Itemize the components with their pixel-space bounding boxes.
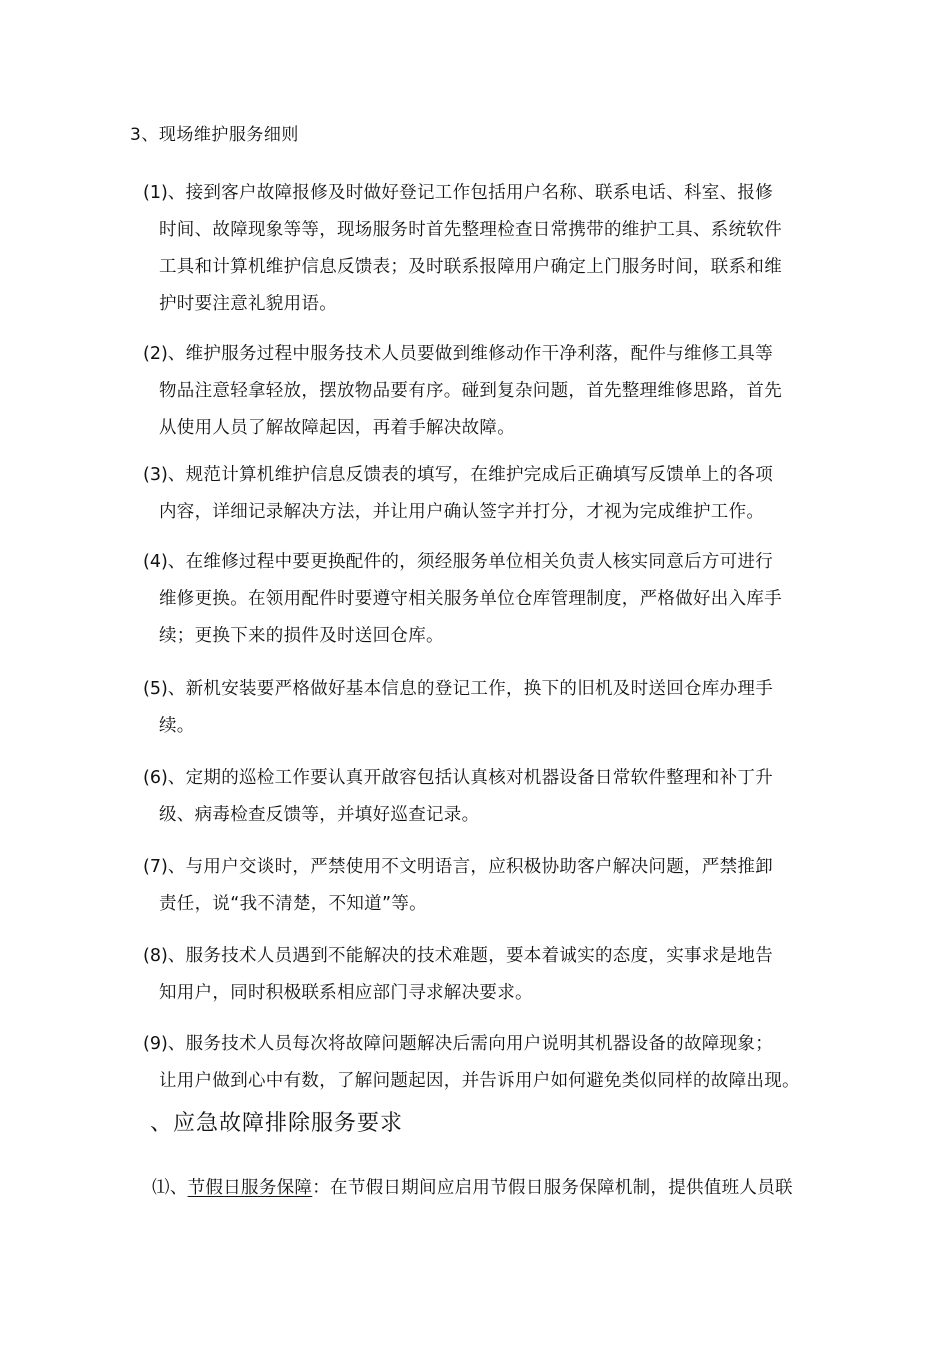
list-item-8-text-1: 、服务技术人员遇到不能解决的技术难题，要本着诚实的态度，实事求是地告	[167, 946, 773, 966]
list-item-6-line-1	[143, 760, 833, 797]
list-item-7-line-1	[143, 849, 833, 886]
list-item-4-line-1	[143, 544, 833, 581]
list-item-9	[143, 1026, 833, 1100]
list-item-4	[143, 544, 833, 655]
section-heading-emergency: 、应急故障排除服务要求	[150, 1111, 404, 1136]
list-item-4-number: (4)	[143, 552, 168, 572]
list-item-2-line-3: 从使用人员了解故障起因，再着手解决故障。	[159, 418, 515, 438]
list-item-3-line-2: 内容，详细记录解决方法，并让用户确认签字并打分，才视为完成维护工作。	[159, 502, 765, 522]
list-item-1-line-1	[143, 175, 833, 212]
list-item-3-text-1: 、规范计算机维护信息反馈表的填写，在维护完成后正确填写反馈单上的各项	[167, 465, 773, 485]
list-item-2-number: (2)	[143, 344, 168, 364]
list-item-9-line-2: 让用户做到心中有数，了解问题起因，并告诉用户如何避免类似同样的故障出现。	[159, 1071, 800, 1091]
list-item-9-text-1: 、服务技术人员每次将故障问题解决后需向用户说明其机器设备的故障现象；	[167, 1034, 773, 1054]
sub-item-text: ：在节假日期间应启用节假日服务保障机制，提供值班人员联	[312, 1178, 793, 1198]
list-item-6	[143, 760, 833, 834]
list-item-1-number: (1)	[143, 183, 168, 203]
list-item-1-line-2: 时间、故障现象等等，现场服务时首先整理检查日常携带的维护工具、系统软件	[159, 220, 782, 240]
list-item-5-line-2: 续。	[159, 716, 195, 736]
list-item-7	[143, 849, 833, 923]
list-item-9-line-1	[143, 1026, 833, 1063]
list-item-2-text-1: 、维护服务过程中服务技术人员要做到维修动作干净利落，配件与维修工具等	[167, 344, 773, 364]
list-item-9-number: (9)	[143, 1034, 168, 1054]
sub-item-number: ⑴	[152, 1178, 170, 1198]
list-item-1-text-1: 、接到客户故障报修及时做好登记工作包括用户名称、联系电话、科室、报修	[167, 183, 773, 203]
list-item-5-number: (5)	[143, 679, 168, 699]
list-item-3-number: (3)	[143, 465, 168, 485]
list-item-1-line-3: 工具和计算机维护信息反馈表；及时联系报障用户确定上门服务时间，联系和维	[159, 257, 782, 277]
list-item-8	[143, 938, 833, 1012]
sub-item-separator: 、	[169, 1178, 188, 1198]
list-item-3-line-1	[143, 457, 833, 494]
list-item-5	[143, 671, 833, 745]
list-item-4-text-1: 、在维修过程中要更换配件的，须经服务单位相关负责人核实同意后方可进行	[167, 552, 773, 572]
list-item-5-line-1	[143, 671, 833, 708]
list-item-2-line-1	[143, 336, 833, 373]
sub-item-holiday	[152, 1170, 842, 1207]
list-item-8-line-1	[143, 938, 833, 975]
list-item-8-number: (8)	[143, 946, 168, 966]
list-item-2	[143, 336, 833, 447]
list-item-2-line-2: 物品注意轻拿轻放，摆放物品要有序。碰到复杂问题，首先整理维修思路，首先	[159, 381, 782, 401]
list-item-4-line-3: 续；更换下来的损件及时送回仓库。	[159, 626, 444, 646]
list-item-5-text-1: 、新机安装要严格做好基本信息的登记工作，换下的旧机及时送回仓库办理手	[167, 679, 773, 699]
list-item-8-line-2: 知用户，同时积极联系相应部门寻求解决要求。	[159, 983, 533, 1003]
list-item-3	[143, 457, 833, 531]
list-item-7-number: (7)	[143, 857, 168, 877]
list-item-6-number: (6)	[143, 768, 168, 788]
list-item-7-line-2: 责任，说“我不清楚，不知道”等。	[159, 894, 427, 914]
list-item-6-text-1: 、定期的巡检工作要认真开啟容包括认真核对机器设备日常软件整理和补丁升	[167, 768, 773, 788]
list-item-6-line-2: 级、病毒检查反馈等，并填好巡查记录。	[159, 805, 480, 825]
section-title: 3、现场维护服务细则	[130, 125, 299, 145]
sub-item-title: 节假日服务保障	[187, 1178, 313, 1198]
list-item-1-line-4: 护时要注意礼貌用语。	[159, 294, 337, 314]
list-item-4-line-2: 维修更换。在领用配件时要遵守相关服务单位仓库管理制度，严格做好出入库手	[159, 589, 782, 609]
list-item-1	[143, 175, 833, 323]
list-item-7-text-1: 、与用户交谈时，严禁使用不文明语言，应积极协助客户解决问题，严禁推卸	[167, 857, 773, 877]
